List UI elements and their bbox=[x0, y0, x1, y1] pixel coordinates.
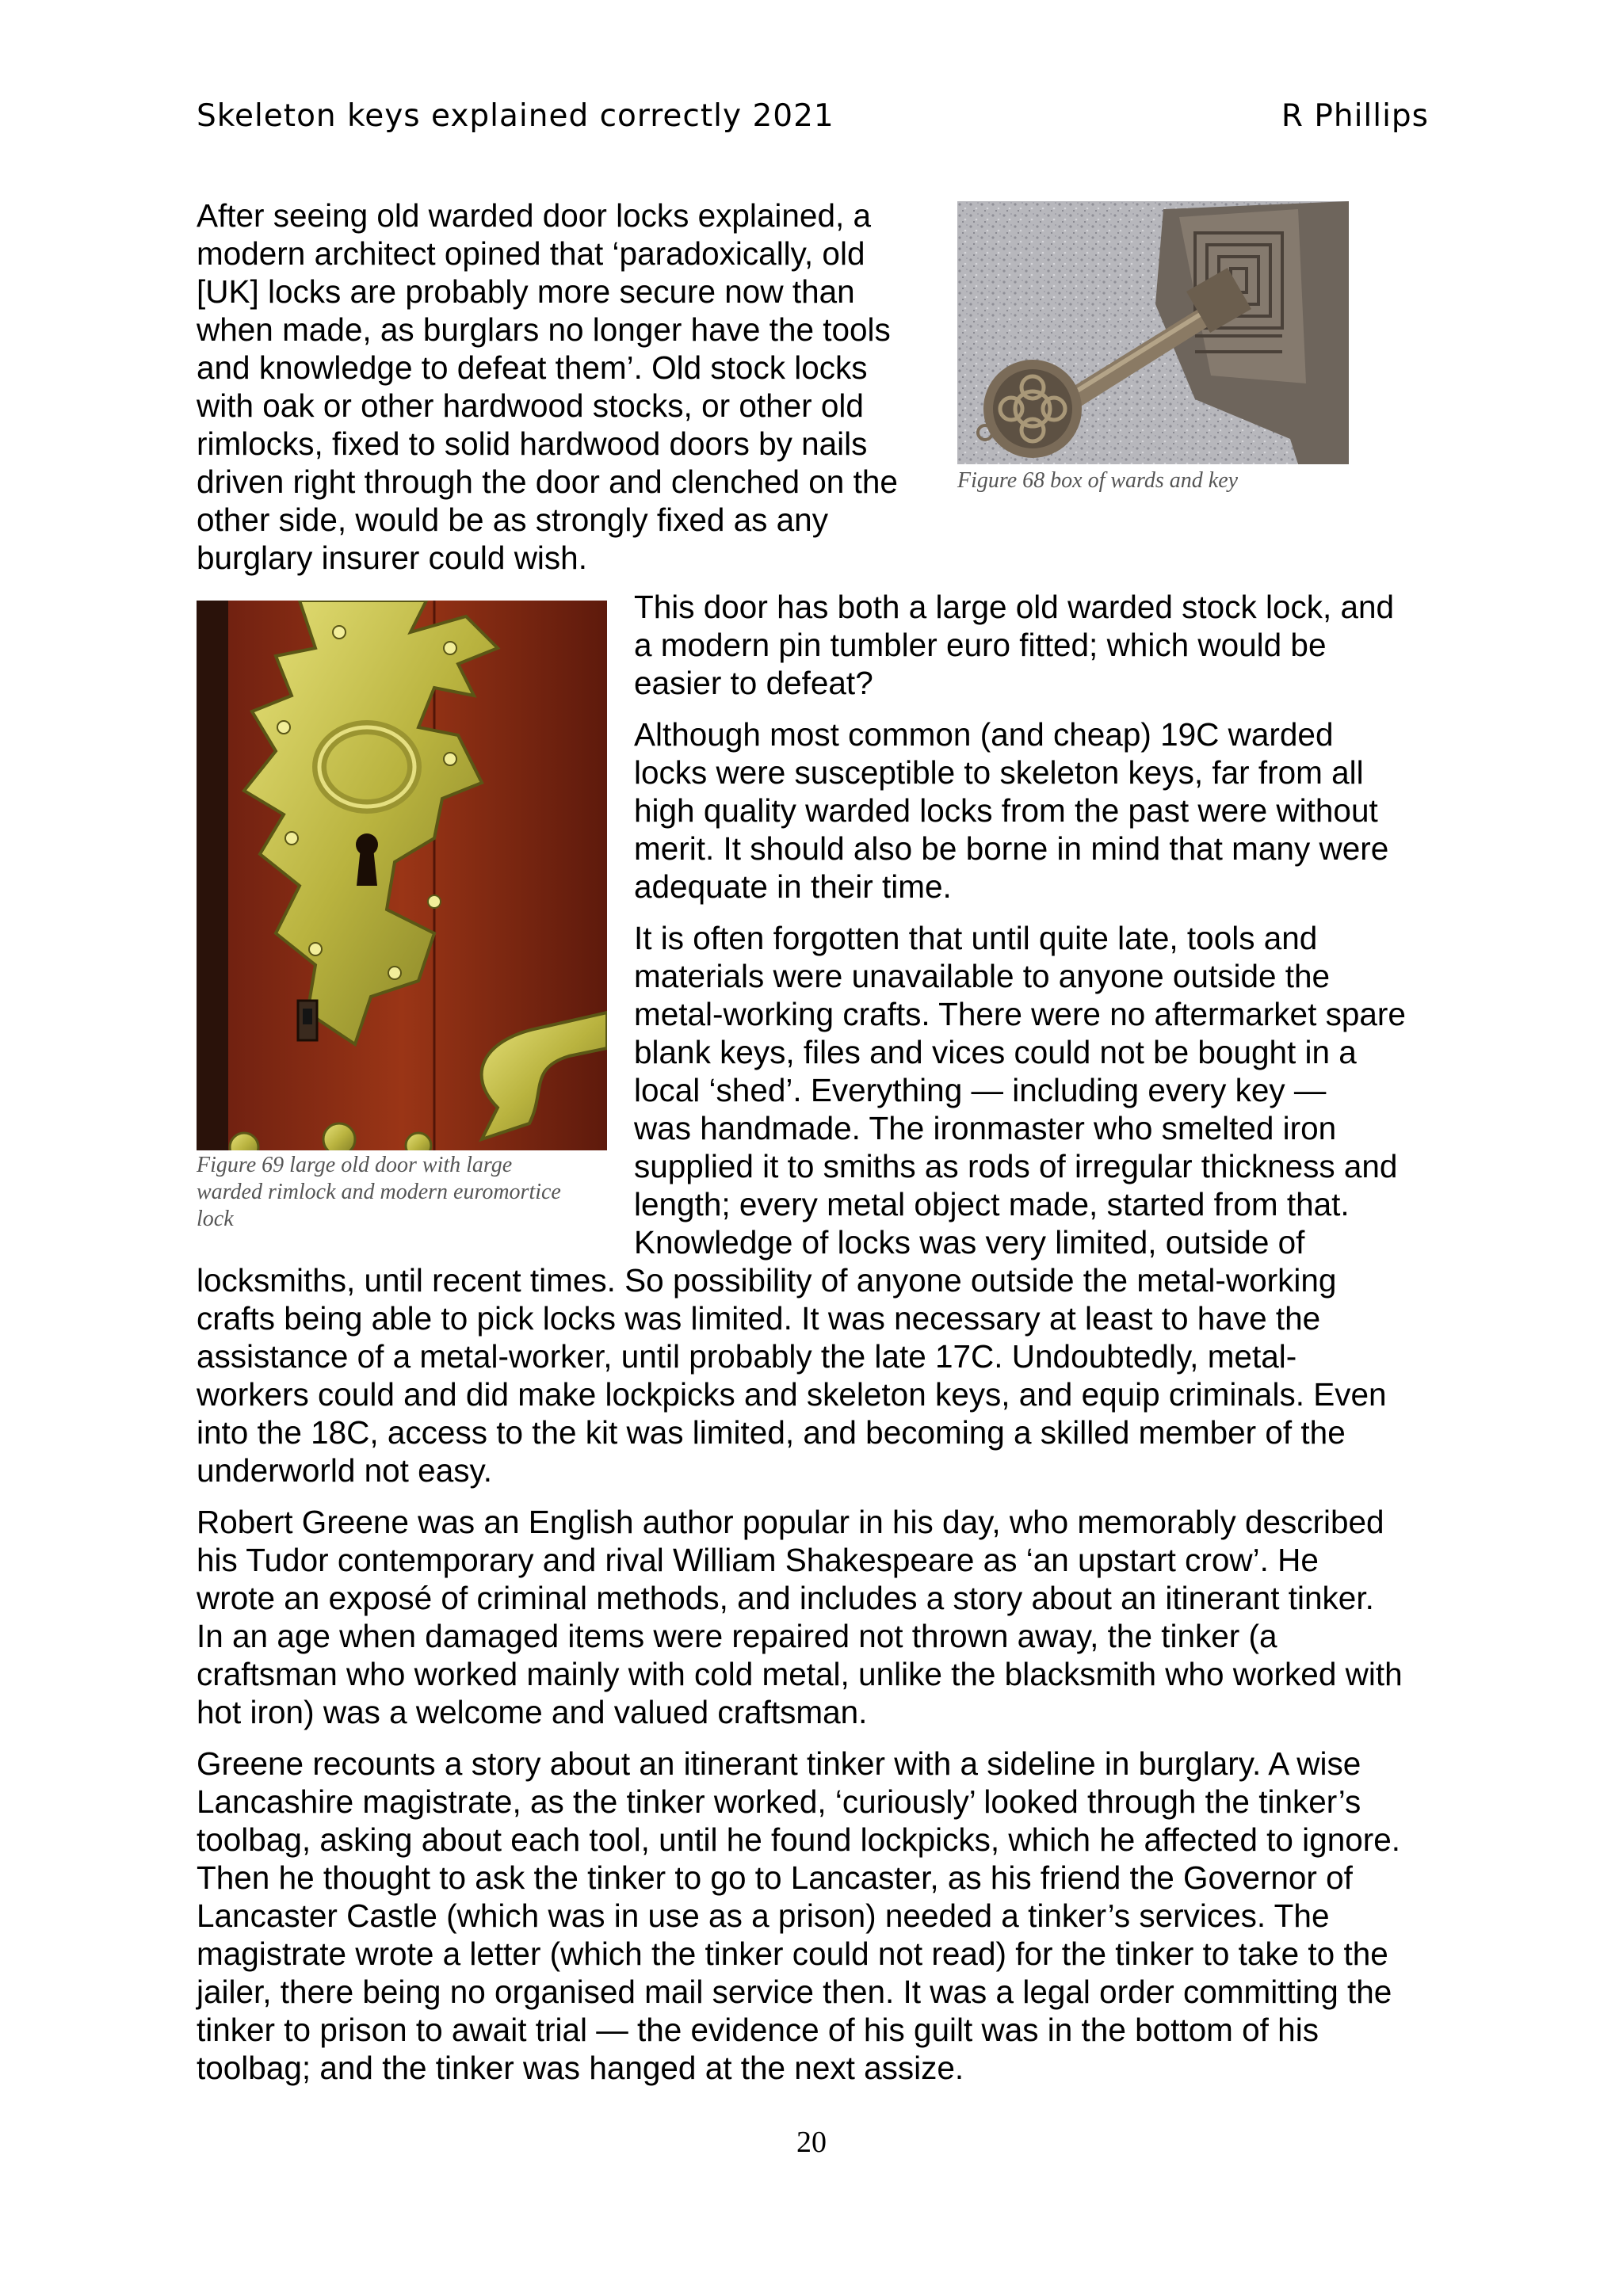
text-line: materials were unavailable to anyone outside the bbox=[634, 958, 1331, 994]
intro-paragraph bbox=[197, 196, 926, 577]
text-line: hot iron) was a welcome and valued craftsman. bbox=[197, 1694, 868, 1730]
text-line: toolbag; and the tinker was hanged at the next assize. bbox=[197, 2050, 964, 2086]
caption-line: lock bbox=[197, 1207, 234, 1231]
figure-68-caption: Figure 68 box of wards and key bbox=[957, 468, 1239, 493]
text-line: It is often forgotten that until quite late, tools and bbox=[634, 920, 1318, 956]
text-line: Lancashire magistrate, as the tinker worked, ‘curiously’ looked through the tinker’s bbox=[197, 1783, 1361, 1820]
text-line: length; every metal object made, started from that. bbox=[634, 1186, 1350, 1222]
text-line: local ‘shed’. Everything — including every key — bbox=[634, 1072, 1327, 1108]
text-line: when made, as burglars no longer have the tools bbox=[197, 311, 891, 348]
text-line: was handmade. The ironmaster who smelted iron bbox=[634, 1110, 1337, 1146]
text-line: After seeing old warded door locks explained, a bbox=[197, 197, 872, 234]
page-number: 20 bbox=[796, 2126, 827, 2159]
text-line: Greene recounts a story about an itinerant tinker with a sideline in burglary. A wise bbox=[197, 1745, 1361, 1782]
text-line: toolbag, asking about each tool, until he found lockpicks, which he affected to ignore. bbox=[197, 1821, 1401, 1858]
text-line: driven right through the door and clenched on the bbox=[197, 463, 898, 500]
text-line: Lancaster Castle (which was in use as a prison) needed a tinker’s services. The bbox=[197, 1897, 1330, 1934]
text-line: locks were susceptible to skeleton keys, far from all bbox=[634, 754, 1364, 791]
text-line: This door has both a large old warded stock lock, and bbox=[634, 589, 1395, 625]
text-line: workers could and did make lockpicks and skeleton keys, and equip criminals. Even bbox=[197, 1376, 1387, 1413]
text-line: his Tudor contemporary and rival William Shakespeare as ‘an upstart crow’. He bbox=[197, 1542, 1319, 1578]
text-line: rimlocks, fixed to solid hardwood doors by nails bbox=[197, 425, 868, 462]
header-title: Skeleton keys explained correctly 2021 bbox=[197, 98, 834, 134]
text-line: high quality warded locks from the past were without bbox=[634, 792, 1378, 829]
text-line: assistance of a metal-worker, until probably the late 17C. Undoubtedly, metal- bbox=[197, 1338, 1297, 1375]
text-line: supplied it to smiths as rods of irregular thickness and bbox=[634, 1148, 1398, 1184]
text-line: into the 18C, access to the kit was limited, and becoming a skilled member of the bbox=[197, 1414, 1346, 1451]
text-line: modern architect opined that ‘paradoxically, old bbox=[197, 235, 865, 272]
text-line: and knowledge to defeat them’. Old stock locks bbox=[197, 349, 868, 386]
header-author: R Phillips bbox=[1281, 98, 1429, 134]
text-line: Knowledge of locks was very limited, outside of bbox=[634, 1224, 1305, 1261]
text-line: Then he thought to ask the tinker to go to Lancaster, as his friend the Governor of bbox=[197, 1859, 1353, 1896]
text-line: jailer, there being no organised mail service then. It was a legal order committing the bbox=[197, 1974, 1392, 2010]
text-line: burglary insurer could wish. bbox=[197, 540, 587, 576]
text-line: merit. It should also be borne in mind that many were bbox=[634, 830, 1389, 867]
text-line: Robert Greene was an English author popular in his day, who memorably described bbox=[197, 1504, 1384, 1540]
text-line: underworld not easy. bbox=[197, 1452, 492, 1489]
text-line: magistrate wrote a letter (which the tinker could not read) for the tinker to take to the bbox=[197, 1936, 1388, 1972]
text-line: locksmiths, until recent times. So possibility of anyone outside the metal-working bbox=[197, 1262, 1337, 1299]
text-line: a modern pin tumbler euro fitted; which would be bbox=[634, 627, 1327, 663]
text-line: tinker to prison to await trial — the evidence of his guilt was in the bottom of his bbox=[197, 2012, 1319, 2048]
text-line: adequate in their time. bbox=[634, 868, 952, 905]
text-line: other side, would be as strongly fixed as any bbox=[197, 502, 828, 538]
figure-69-caption bbox=[197, 1152, 561, 1233]
text-line: blank keys, files and vices could not be bought in a bbox=[634, 1034, 1357, 1070]
text-line: crafts being able to pick locks was limited. It was necessary at least to have the bbox=[197, 1300, 1321, 1337]
figure-68-image bbox=[957, 201, 1349, 464]
text-line: Although most common (and cheap) 19C warded bbox=[634, 716, 1334, 753]
text-line: with oak or other hardwood stocks, or other old bbox=[197, 387, 864, 424]
caption-line: warded rimlock and modern euromortice bbox=[197, 1180, 561, 1204]
text-line: [UK] locks are probably more secure now than bbox=[197, 273, 855, 310]
text-line: metal-working crafts. There were no aftermarket spare bbox=[634, 996, 1406, 1032]
tinker-story-paragraph bbox=[197, 1745, 1441, 2087]
tools-paragraph-wide bbox=[197, 1261, 1441, 1489]
figure-69-image bbox=[197, 601, 607, 1150]
text-line: In an age when damaged items were repaired not thrown away, the tinker (a bbox=[197, 1618, 1277, 1654]
warded-merit-paragraph bbox=[634, 715, 1442, 906]
caption-line: Figure 69 large old door with large bbox=[197, 1153, 513, 1177]
text-line: craftsman who worked mainly with cold metal, unlike the blacksmith who worked with bbox=[197, 1656, 1403, 1692]
tools-paragraph-narrow bbox=[634, 919, 1442, 1261]
text-line: wrote an exposé of criminal methods, and includes a story about an itinerant tinker. bbox=[197, 1580, 1374, 1616]
text-line: easier to defeat? bbox=[634, 665, 873, 701]
door-question-paragraph bbox=[634, 588, 1442, 702]
greene-paragraph bbox=[197, 1503, 1441, 1731]
